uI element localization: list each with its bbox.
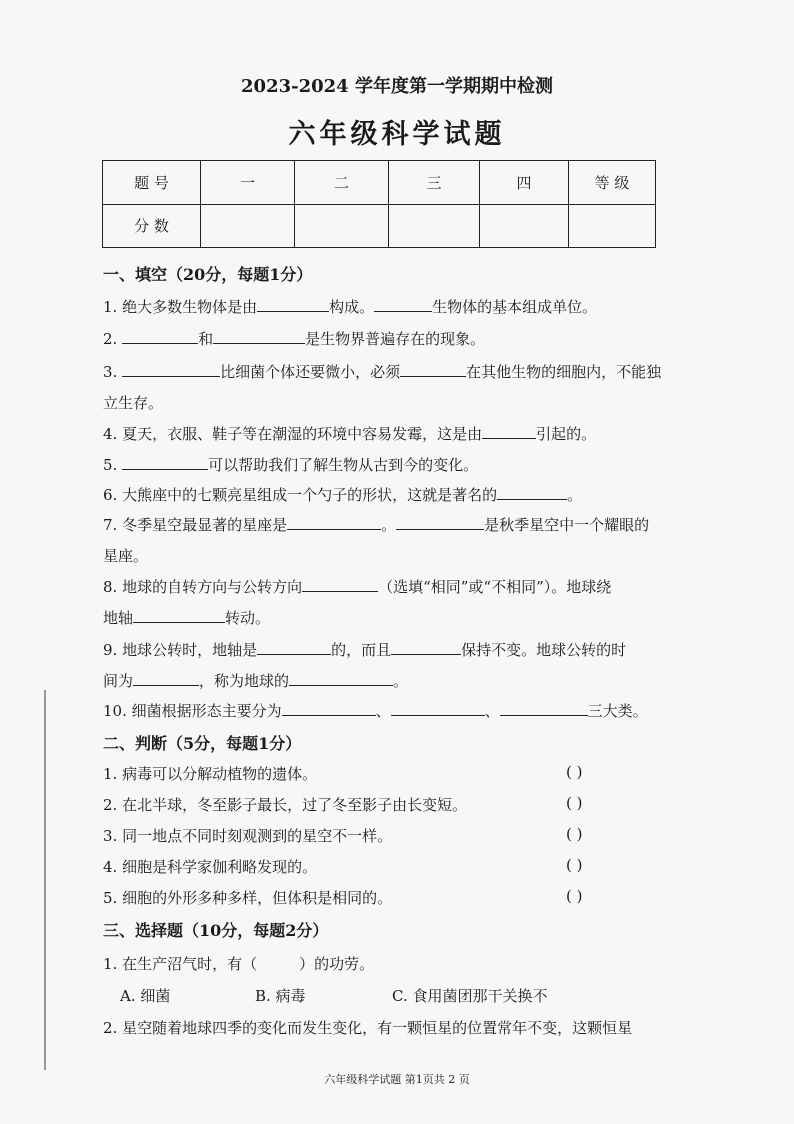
fill-question-4: 4. 夏天，衣服、鞋子等在潮湿的环境中容易发霉，这是由 引起的。 [103, 425, 597, 443]
fill-question-9: 9. 地球公转时，地轴是 的，而且 保持不变。地球公转的时 [103, 641, 627, 659]
subject-title: 六年级科学试题 [288, 119, 506, 150]
answer-blank[interactable] [133, 607, 225, 623]
fill-question-3-cont: 立生存。 [103, 394, 164, 412]
cell-score-grade [569, 204, 656, 248]
fill-question-6: 6. 大熊座中的七颗亮星组成一个勺子的形状，这就是著名的 。 [103, 486, 583, 504]
choice-option-c[interactable]: C. 食用菌团那干关换不 [392, 987, 548, 1005]
cell-score-1 [201, 204, 295, 248]
cell-grade: 等 级 [569, 161, 656, 205]
answer-blank[interactable] [497, 484, 567, 500]
judge-question-4: 4. 细胞是科学家伽利略发现的。 [103, 858, 318, 876]
fill-question-8-cont: 地轴 转动。 [103, 609, 271, 627]
section-3-title: 三、选择题（10分，每题2分） [103, 921, 329, 940]
answer-blank[interactable] [302, 576, 378, 592]
fill-question-5: 5. 可以帮助我们了解生物从古到今的变化。 [103, 456, 479, 474]
score-table [102, 160, 656, 248]
judge-question-2: 2. 在北半球，冬至影子最长，过了冬至影子由长变短。 [103, 796, 468, 814]
fill-question-1: 1. 绝大多数生物体是由 构成。 生物体的基本组成单位。 [103, 298, 598, 316]
cell-col-1: 一 [201, 161, 295, 205]
judge-question-1: 1. 病毒可以分解动植物的遗体。 [103, 765, 318, 783]
answer-blank[interactable] [257, 296, 329, 312]
page-footer: 六年级科学试题 第1页共 2 页 [324, 1073, 470, 1086]
fill-question-7: 7. 冬季星空最显著的星座是 。 是秋季星空中一个耀眼的 [103, 516, 650, 534]
answer-blank[interactable] [213, 328, 305, 344]
judge-answer-1[interactable]: ( ) [566, 763, 583, 781]
cell-col-3: 三 [389, 161, 480, 205]
cell-col-2: 二 [295, 161, 389, 205]
answer-blank[interactable] [400, 361, 466, 377]
choice-question-2: 2. 星空随着地球四季的变化而发生变化，有一颗恒星的位置常年不变，这颗恒星 [103, 1019, 633, 1037]
answer-blank[interactable] [122, 328, 198, 344]
judge-question-3: 3. 同一地点不同时刻观测到的星空不一样。 [103, 827, 393, 845]
cell-score-2 [295, 204, 389, 248]
score-table-score-row [103, 204, 656, 248]
answer-blank[interactable] [500, 700, 588, 716]
answer-blank[interactable] [289, 670, 393, 686]
fill-question-2: 2. 和 是生物界普遍存在的现象。 [103, 330, 486, 348]
judge-question-5: 5. 细胞的外形多种多样，但体积是相同的。 [103, 889, 393, 907]
judge-answer-3[interactable]: ( ) [566, 825, 583, 843]
choice-question-1: 1. 在生产沼气时，有（ ）的功劳。 [103, 955, 375, 973]
answer-blank[interactable] [374, 296, 432, 312]
choice-option-b[interactable]: B. 病毒 [255, 987, 306, 1005]
answer-blank[interactable] [122, 454, 208, 470]
section-1-title: 一、填空（20分，每题1分） [103, 265, 313, 284]
choice-option-a[interactable]: A. 细菌 [120, 987, 171, 1005]
section-2-title: 二、判断（5分，每题1分） [103, 734, 302, 753]
cell-score-4 [480, 204, 569, 248]
cell-label: 题 号 [103, 161, 201, 205]
cell-score-3 [389, 204, 480, 248]
fill-question-3: 3. 比细菌个体还要微小，必须 在其他生物的细胞内，不能独 [103, 363, 662, 381]
answer-blank[interactable] [396, 514, 484, 530]
answer-blank[interactable] [282, 700, 376, 716]
judge-answer-2[interactable]: ( ) [566, 794, 583, 812]
answer-blank[interactable] [287, 514, 381, 530]
cell-col-4: 四 [480, 161, 569, 205]
binding-margin-line [44, 690, 46, 1070]
judge-answer-4[interactable]: ( ) [566, 856, 583, 874]
fill-question-9-cont: 间为 ，称为地球的 。 [103, 672, 409, 690]
answer-blank[interactable] [133, 670, 199, 686]
answer-blank[interactable] [122, 361, 220, 377]
fill-question-8: 8. 地球的自转方向与公转方向 （选填“相同”或“不相同”）。地球绕 [103, 578, 612, 596]
answer-blank[interactable] [391, 639, 461, 655]
answer-blank[interactable] [257, 639, 331, 655]
answer-blank[interactable] [391, 700, 485, 716]
cell-score-label: 分 数 [103, 204, 201, 248]
exam-title: 2023-2024 学年度第一学期期中检测 [241, 76, 553, 97]
score-table-header-row [103, 161, 656, 205]
fill-question-7-cont: 星座。 [103, 547, 149, 565]
fill-question-10: 10. 细菌根据形态主要分为 、 、 三大类。 [103, 702, 648, 720]
answer-blank[interactable] [482, 423, 536, 439]
judge-answer-5[interactable]: ( ) [566, 887, 583, 905]
